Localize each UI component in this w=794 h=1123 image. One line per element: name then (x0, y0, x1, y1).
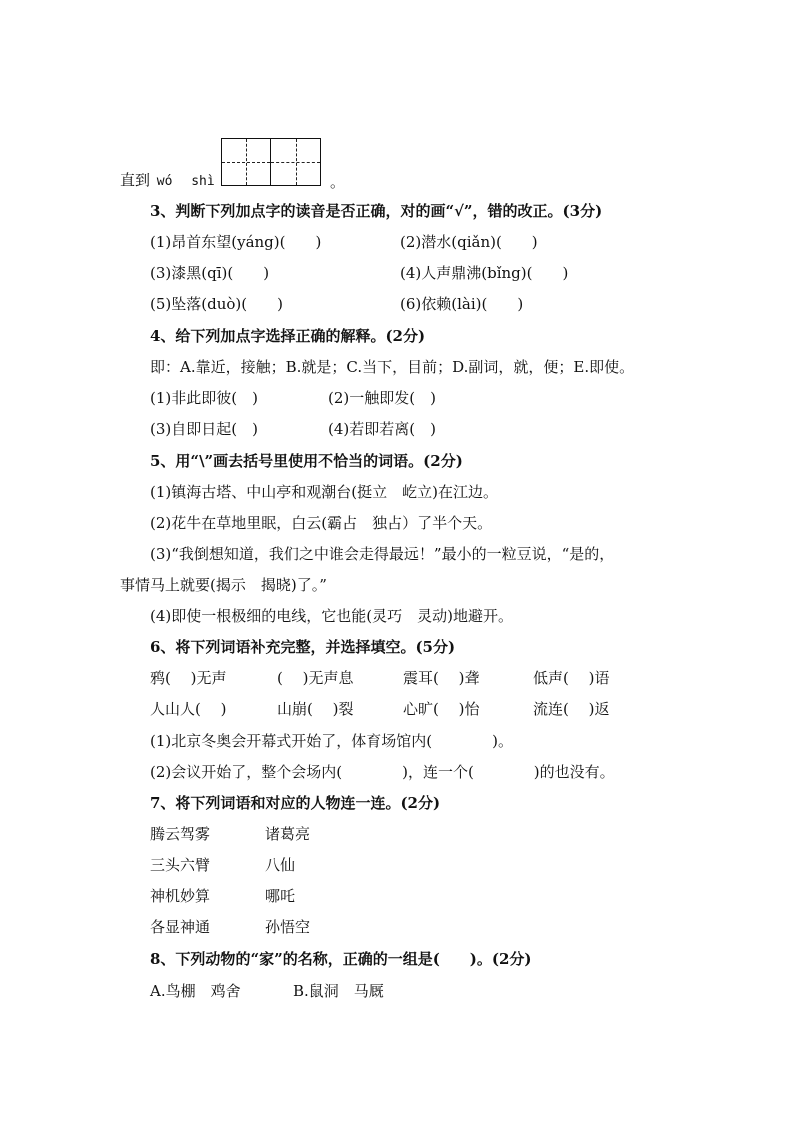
q7-word-2: 三头六臂 (150, 856, 211, 874)
q8-title: 8、下列动物的“家”的名称，正确的一组是( )。(2分) (150, 950, 532, 968)
q6-title: 6、将下列词语补充完整，并选择填空。(5分) (150, 638, 456, 656)
q4-title: 4、给下列加点字选择正确的解释。(2分) (150, 327, 426, 345)
q3-item-4: (4)人声鼎沸(bǐng)( ) (400, 264, 569, 282)
q6-fill-1: (1)北京冬奥会开幕式开始了，体育场馆内( )。 (150, 732, 513, 750)
q7-person-3: 哪吒 (265, 887, 296, 905)
q6-word-4: 低声( )语 (533, 669, 610, 687)
q7-person-1: 诸葛亮 (265, 825, 311, 843)
q7-word-3: 神机妙算 (150, 887, 211, 905)
q5-title: 5、用“\”画去括号里使用不恰当的词语。(2分) (150, 452, 463, 470)
q5-item-2: (2)花牛在草地里眠，白云(霸占 独占）了半个天。 (150, 514, 493, 532)
pinyin-suffix: 。 (330, 173, 346, 191)
q4-item-1: (1)非此即彼( ) (150, 389, 258, 407)
q3-item-3: (3)漆黑(qī)( ) (150, 264, 270, 282)
q7-word-1: 腾云驾雾 (150, 825, 211, 843)
q5-item-3: (3)“我倒想知道，我们之中谁会走得最远！”最小的一粒豆说，“是的， (150, 545, 615, 563)
q5-item-4: (4)即使一根极细的电线，它也能(灵巧 灵动)地避开。 (150, 607, 513, 625)
pinyin-shi: shì (191, 174, 215, 189)
q4-item-3: (3)自即日起( ) (150, 420, 258, 438)
q6-word-2: ( )无声息 (277, 669, 354, 687)
q5-item-3-cont: 事情马上就要(揭示 揭晓)了。” (120, 576, 327, 594)
pinyin-prefix: 直到 (120, 171, 151, 189)
q8-option-a: A.鸟棚 鸡舍 (150, 982, 241, 1000)
q3-item-1: (1)昂首东望(yáng)( ) (150, 233, 322, 251)
q3-item-6: (6)依赖(lài)( ) (400, 295, 524, 313)
q6-word-1: 鸦( )无声 (150, 669, 227, 687)
q8-option-b: B.鼠洞 马厩 (293, 982, 384, 1000)
q6-word-6: 山崩( )裂 (277, 700, 354, 718)
q7-person-2: 八仙 (265, 856, 296, 874)
q6-fill-2: (2)会议开始了，整个会场内( )，连一个( )的也没有。 (150, 763, 615, 781)
q6-word-8: 流连( )返 (533, 700, 610, 718)
q6-word-3: 震耳( )聋 (403, 669, 480, 687)
q3-item-2: (2)潜水(qiǎn)( ) (400, 233, 538, 251)
q3-item-5: (5)坠落(duò)( ) (150, 295, 283, 313)
pinyin-line (120, 170, 215, 192)
q4-definitions: 即：A.靠近，接触；B.就是；C.当下，目前；D.副词，就，便；E.即使。 (150, 358, 635, 376)
q6-word-5: 人山人( ) (150, 700, 227, 718)
character-writing-grid[interactable] (221, 138, 321, 186)
q4-item-4: (4)若即若离( ) (328, 420, 436, 438)
pinyin-wo: wó (156, 174, 173, 189)
q7-title: 7、将下列词语和对应的人物连一连。(2分) (150, 794, 441, 812)
q4-item-2: (2)一触即发( ) (328, 389, 436, 407)
q7-word-4: 各显神通 (150, 918, 211, 936)
q6-word-7: 心旷( )怡 (403, 700, 480, 718)
q5-item-1: (1)镇海古塔、中山亭和观潮台(挺立 屹立)在江边。 (150, 483, 498, 501)
q7-person-4: 孙悟空 (265, 918, 311, 936)
q3-title: 3、判断下列加点字的读音是否正确，对的画“√”，错的改正。(3分) (150, 202, 603, 220)
